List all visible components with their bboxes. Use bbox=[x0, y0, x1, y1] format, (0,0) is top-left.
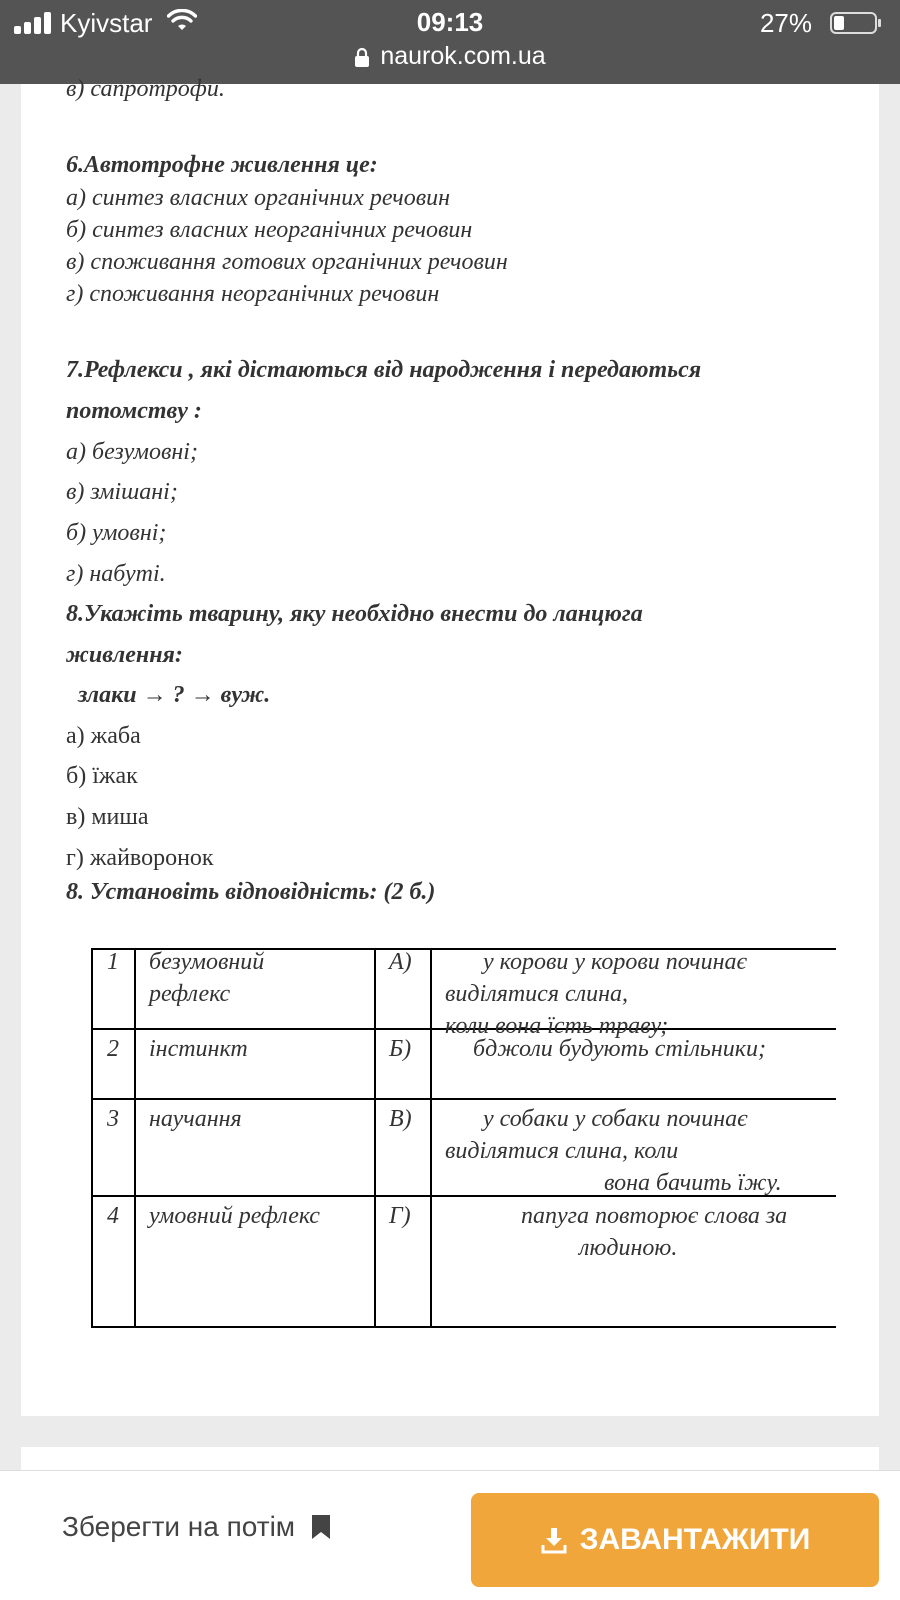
q6-option-v: в) споживання готових органічних речовин bbox=[66, 249, 508, 275]
url-text: naurok.com.ua bbox=[380, 42, 546, 70]
q8-option-g: г) жайворонок bbox=[66, 845, 214, 871]
question-7-title-line2: потомству : bbox=[66, 398, 202, 424]
battery-icon bbox=[830, 12, 882, 34]
previous-option: в) сапротрофи. bbox=[66, 76, 225, 102]
question-8-title-line1: 8.Укажіть тварину, яку необхідно внести до ланцюга bbox=[66, 601, 643, 627]
address-bar[interactable] bbox=[0, 42, 900, 71]
row-4-term: умовний рефлекс bbox=[149, 1203, 320, 1229]
q6-option-b: б) синтез власних неорганічних речовин bbox=[66, 217, 473, 243]
row-2-number: 2 bbox=[107, 1036, 119, 1062]
q6-option-a: а) синтез власних органічних речовин bbox=[66, 185, 451, 211]
row-1-desc-line1: у корови у корови починає bbox=[483, 949, 747, 975]
q8-option-b: б) їжак bbox=[66, 763, 138, 789]
matching-table bbox=[91, 948, 836, 1328]
row-3-desc-line1: у собаки у собаки починає bbox=[483, 1106, 748, 1132]
question-8-title-line2: живлення: bbox=[66, 642, 183, 668]
download-label: ЗАВАНТАЖИТИ bbox=[579, 1523, 811, 1556]
bookmark-icon bbox=[311, 1514, 331, 1540]
battery-percent: 27% bbox=[759, 8, 812, 38]
row-1-letter: А) bbox=[389, 949, 412, 975]
row-2-letter: Б) bbox=[389, 1036, 412, 1062]
save-for-later-button[interactable] bbox=[62, 1511, 331, 1543]
question-7-title-line1: 7.Рефлекси , які дістаються від народження і передаються bbox=[66, 357, 702, 383]
clock: 09:13 bbox=[416, 7, 484, 37]
lock-icon bbox=[354, 47, 370, 67]
carrier-name: Kyivstar bbox=[60, 8, 153, 38]
row-1-number: 1 bbox=[107, 949, 119, 975]
q8-option-a: а) жаба bbox=[66, 723, 141, 749]
row-3-desc-line2: виділятися слина, коли bbox=[445, 1138, 679, 1164]
save-for-later-label: Зберегти на потім bbox=[62, 1511, 296, 1542]
browser-status-bar bbox=[0, 0, 900, 84]
q6-option-g: г) споживання неорганічних речовин bbox=[66, 281, 440, 307]
row-3-number: 3 bbox=[107, 1106, 119, 1132]
food-chain: злаки → ? → вуж. bbox=[78, 682, 271, 708]
bottom-action-bar bbox=[0, 1470, 900, 1600]
q7-option-g: г) набуті. bbox=[66, 561, 166, 587]
row-4-desc-line2: людиною. bbox=[579, 1235, 678, 1261]
row-1-term-line2: рефлекс bbox=[149, 981, 231, 1007]
q7-option-a: а) безумовні; bbox=[66, 439, 198, 465]
row-1-term-line1: безумовний bbox=[149, 949, 265, 975]
row-3-term: научання bbox=[149, 1106, 242, 1132]
row-3-letter: В) bbox=[389, 1106, 412, 1132]
question-6-title: 6.Автотрофне живлення це: bbox=[66, 152, 378, 178]
row-3-desc-line3: вона бачить їжу. bbox=[604, 1170, 782, 1196]
q7-option-b: б) умовні; bbox=[66, 520, 167, 546]
row-2-desc: бджоли будують стільники; bbox=[473, 1036, 766, 1062]
download-button[interactable] bbox=[471, 1493, 879, 1587]
question-8b-title: 8. Установіть відповідність: (2 б.) bbox=[66, 879, 436, 905]
row-4-letter: Г) bbox=[389, 1203, 411, 1229]
row-1-desc-line2: виділятися слина, bbox=[445, 981, 629, 1007]
row-4-number: 4 bbox=[107, 1203, 119, 1229]
row-2-term: інстинкт bbox=[149, 1036, 248, 1062]
download-icon bbox=[540, 1526, 568, 1554]
q7-option-v: в) змішані; bbox=[66, 479, 178, 505]
row-4-desc-line1: папуга повторює слова за bbox=[521, 1203, 788, 1229]
q8-option-v: в) миша bbox=[66, 804, 149, 830]
row-1-desc-line3: коли вона їсть траву; bbox=[445, 1013, 669, 1039]
